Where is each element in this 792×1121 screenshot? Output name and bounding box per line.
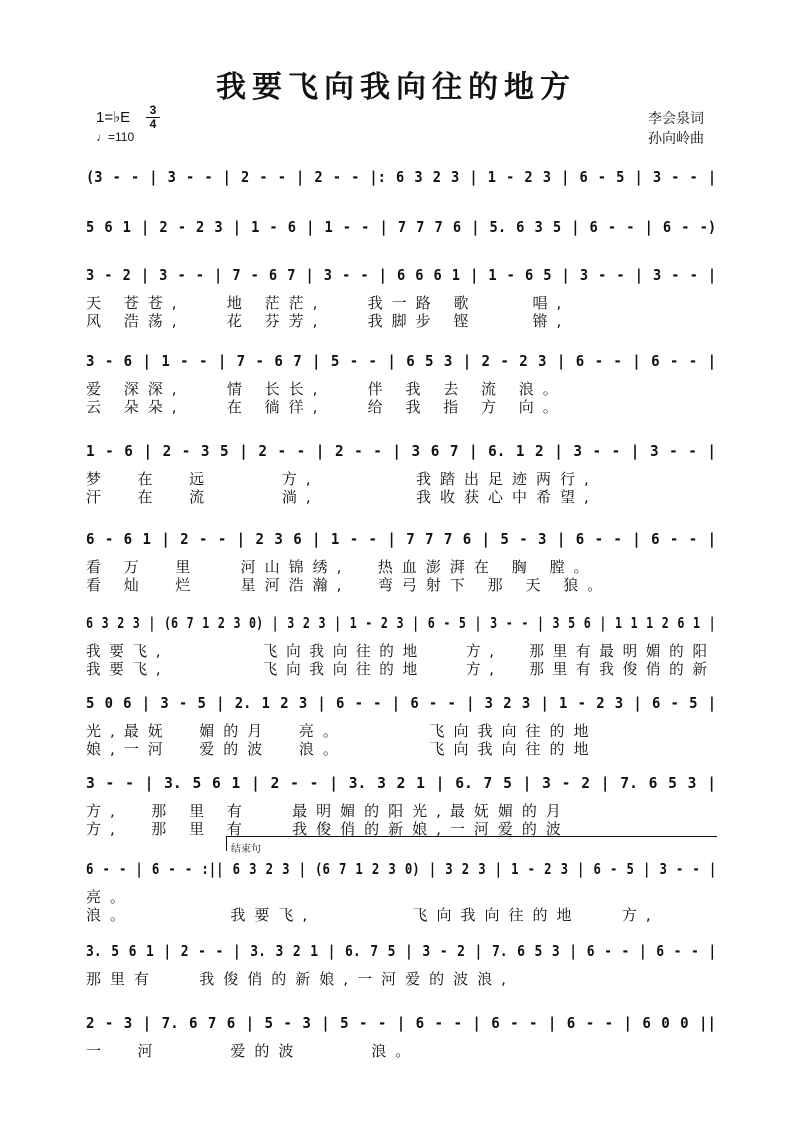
lyric-line: 云 朵朵, 在 徜徉, 给 我 指 方 向。 <box>86 398 567 416</box>
tempo-marking: ♩=110 <box>96 130 135 144</box>
lyric-line: 风 浩荡, 花 芬芳, 我脚步 铿 锵, <box>86 312 571 330</box>
time-signature-bottom: 4 <box>149 117 157 131</box>
key-signature: 1=♭E <box>96 109 131 126</box>
notes-row: 3 - - | 3. 5 6 1 | 2 - - | 3. 3 2 1 | 6. 7 5 | 3 - 2 | 7. 6 5 3 | <box>86 774 716 792</box>
lyric-line: 看 万 里 河山锦绣, 热血澎湃在 胸 膛。 <box>86 558 598 576</box>
lyricist-credit: 李会泉词 <box>648 111 704 127</box>
lyric-line: 一 河 爱的波 浪。 <box>86 1042 420 1060</box>
notes-row: 1 - 6 | 2 - 3 5 | 2 - - | 2 - - | 3 6 7 | 6. 1 2 | 3 - - | 3 - - | <box>86 442 717 460</box>
notes-row: 3 - 6 | 1 - - | 7 - 6 7 | 5 - - | 6 5 3 | 2 - 2 3 | 6 - - | 6 - - | <box>86 352 717 370</box>
lyric-line: 梦 在 远 方, 我踏出足迹两行, <box>86 470 598 488</box>
time-signature <box>146 104 160 131</box>
lyric-line: 那里有 我俊俏的新娘,一河爱的波浪, <box>86 970 515 988</box>
lyric-line: 我要飞, 飞向我向往的地 方, 那里有我俊俏的新 <box>86 660 716 678</box>
song-title: 我要飞向我向往的地方 <box>216 70 576 105</box>
notes-row: 3. 5 6 1 | 2 - - | 3. 3 2 1 | 6. 7 5 | 3 - 2 | 7. 6 5 3 | 6 - - | 6 - - | <box>86 942 717 960</box>
notes-row: 5 6 1 | 2 - 2 3 | 1 - 6 | 1 - - | 7 7 7 6 | 5. 6 3 5 | 6 - - | 6 - -) <box>86 218 717 236</box>
notes-row: 3 - 2 | 3 - - | 7 - 6 7 | 3 - - | 6 6 6 1 | 1 - 6 5 | 3 - - | 3 - - | <box>86 266 717 284</box>
lyric-line: 方, 那 里 有 最明媚的阳光,最妩媚的月 <box>86 802 570 820</box>
lyric-line: 我要飞, 飞向我向往的地 方, 那里有最明媚的阳 <box>86 642 716 660</box>
lyric-line: 汗 在 流 淌, 我收获心中希望, <box>86 488 598 506</box>
time-signature-top: 3 <box>149 103 157 117</box>
lyric-line: 看 灿 烂 星河浩瀚, 弯弓射下 那 天 狼。 <box>86 576 612 594</box>
lyric-line: 天 苍苍, 地 茫茫, 我一路 歌 唱, <box>86 294 571 312</box>
notes-row: 6 - 6 1 | 2 - - | 2 3 6 | 1 - - | 7 7 7 6 | 5 - 3 | 6 - - | 6 - - | <box>86 530 717 548</box>
composer-credit: 孙向岭曲 <box>648 131 704 147</box>
notes-row: 5 0 6 | 3 - 5 | 2. 1 2 3 | 6 - - | 6 - - | 3 2 3 | 1 - 2 3 | 6 - 5 | <box>86 694 717 712</box>
lyric-line: 爱 深深, 情 长长, 伴 我 去 流 浪。 <box>86 380 567 398</box>
lyric-line: 娘,一河 爱的波 浪。 飞向我向往的地 <box>86 740 598 758</box>
lyric-line: 亮。 <box>86 888 135 906</box>
volta-bracket <box>226 836 717 855</box>
notes-row: 6 3 2 3 | (6 7 1 2 3 0) | 3 2 3 | 1 - 2 3 | 6 - 5 | 3 - - | 3 5 6 | 1 1 1 2 6 1 | <box>86 614 716 632</box>
lyric-line: 方, 那 里 有 我俊俏的新娘,一河爱的波 <box>86 820 570 838</box>
notes-row: 2 - 3 | 7. 6 7 6 | 5 - 3 | 5 - - | 6 - - | 6 - - | 6 - - | 6 0 0 || <box>86 1014 717 1032</box>
lyric-line: 光,最妩 媚的月 亮。 飞向我向往的地 <box>86 722 598 740</box>
notes-row: (3 - - | 3 - - | 2 - - | 2 - - |: 6 3 2 3 | 1 - 2 3 | 6 - 5 | 3 - - | <box>86 168 717 186</box>
notes-row: 6 - - | 6 - - :|| 6 3 2 3 | (6 7 1 2 3 0) | 3 2 3 | 1 - 2 3 | 6 - 5 | 3 - - | <box>86 860 717 878</box>
lyric-line: 浪。 我要飞, 飞向我向往的地 方, <box>86 906 660 924</box>
volta-label: 结束句 <box>231 844 261 855</box>
